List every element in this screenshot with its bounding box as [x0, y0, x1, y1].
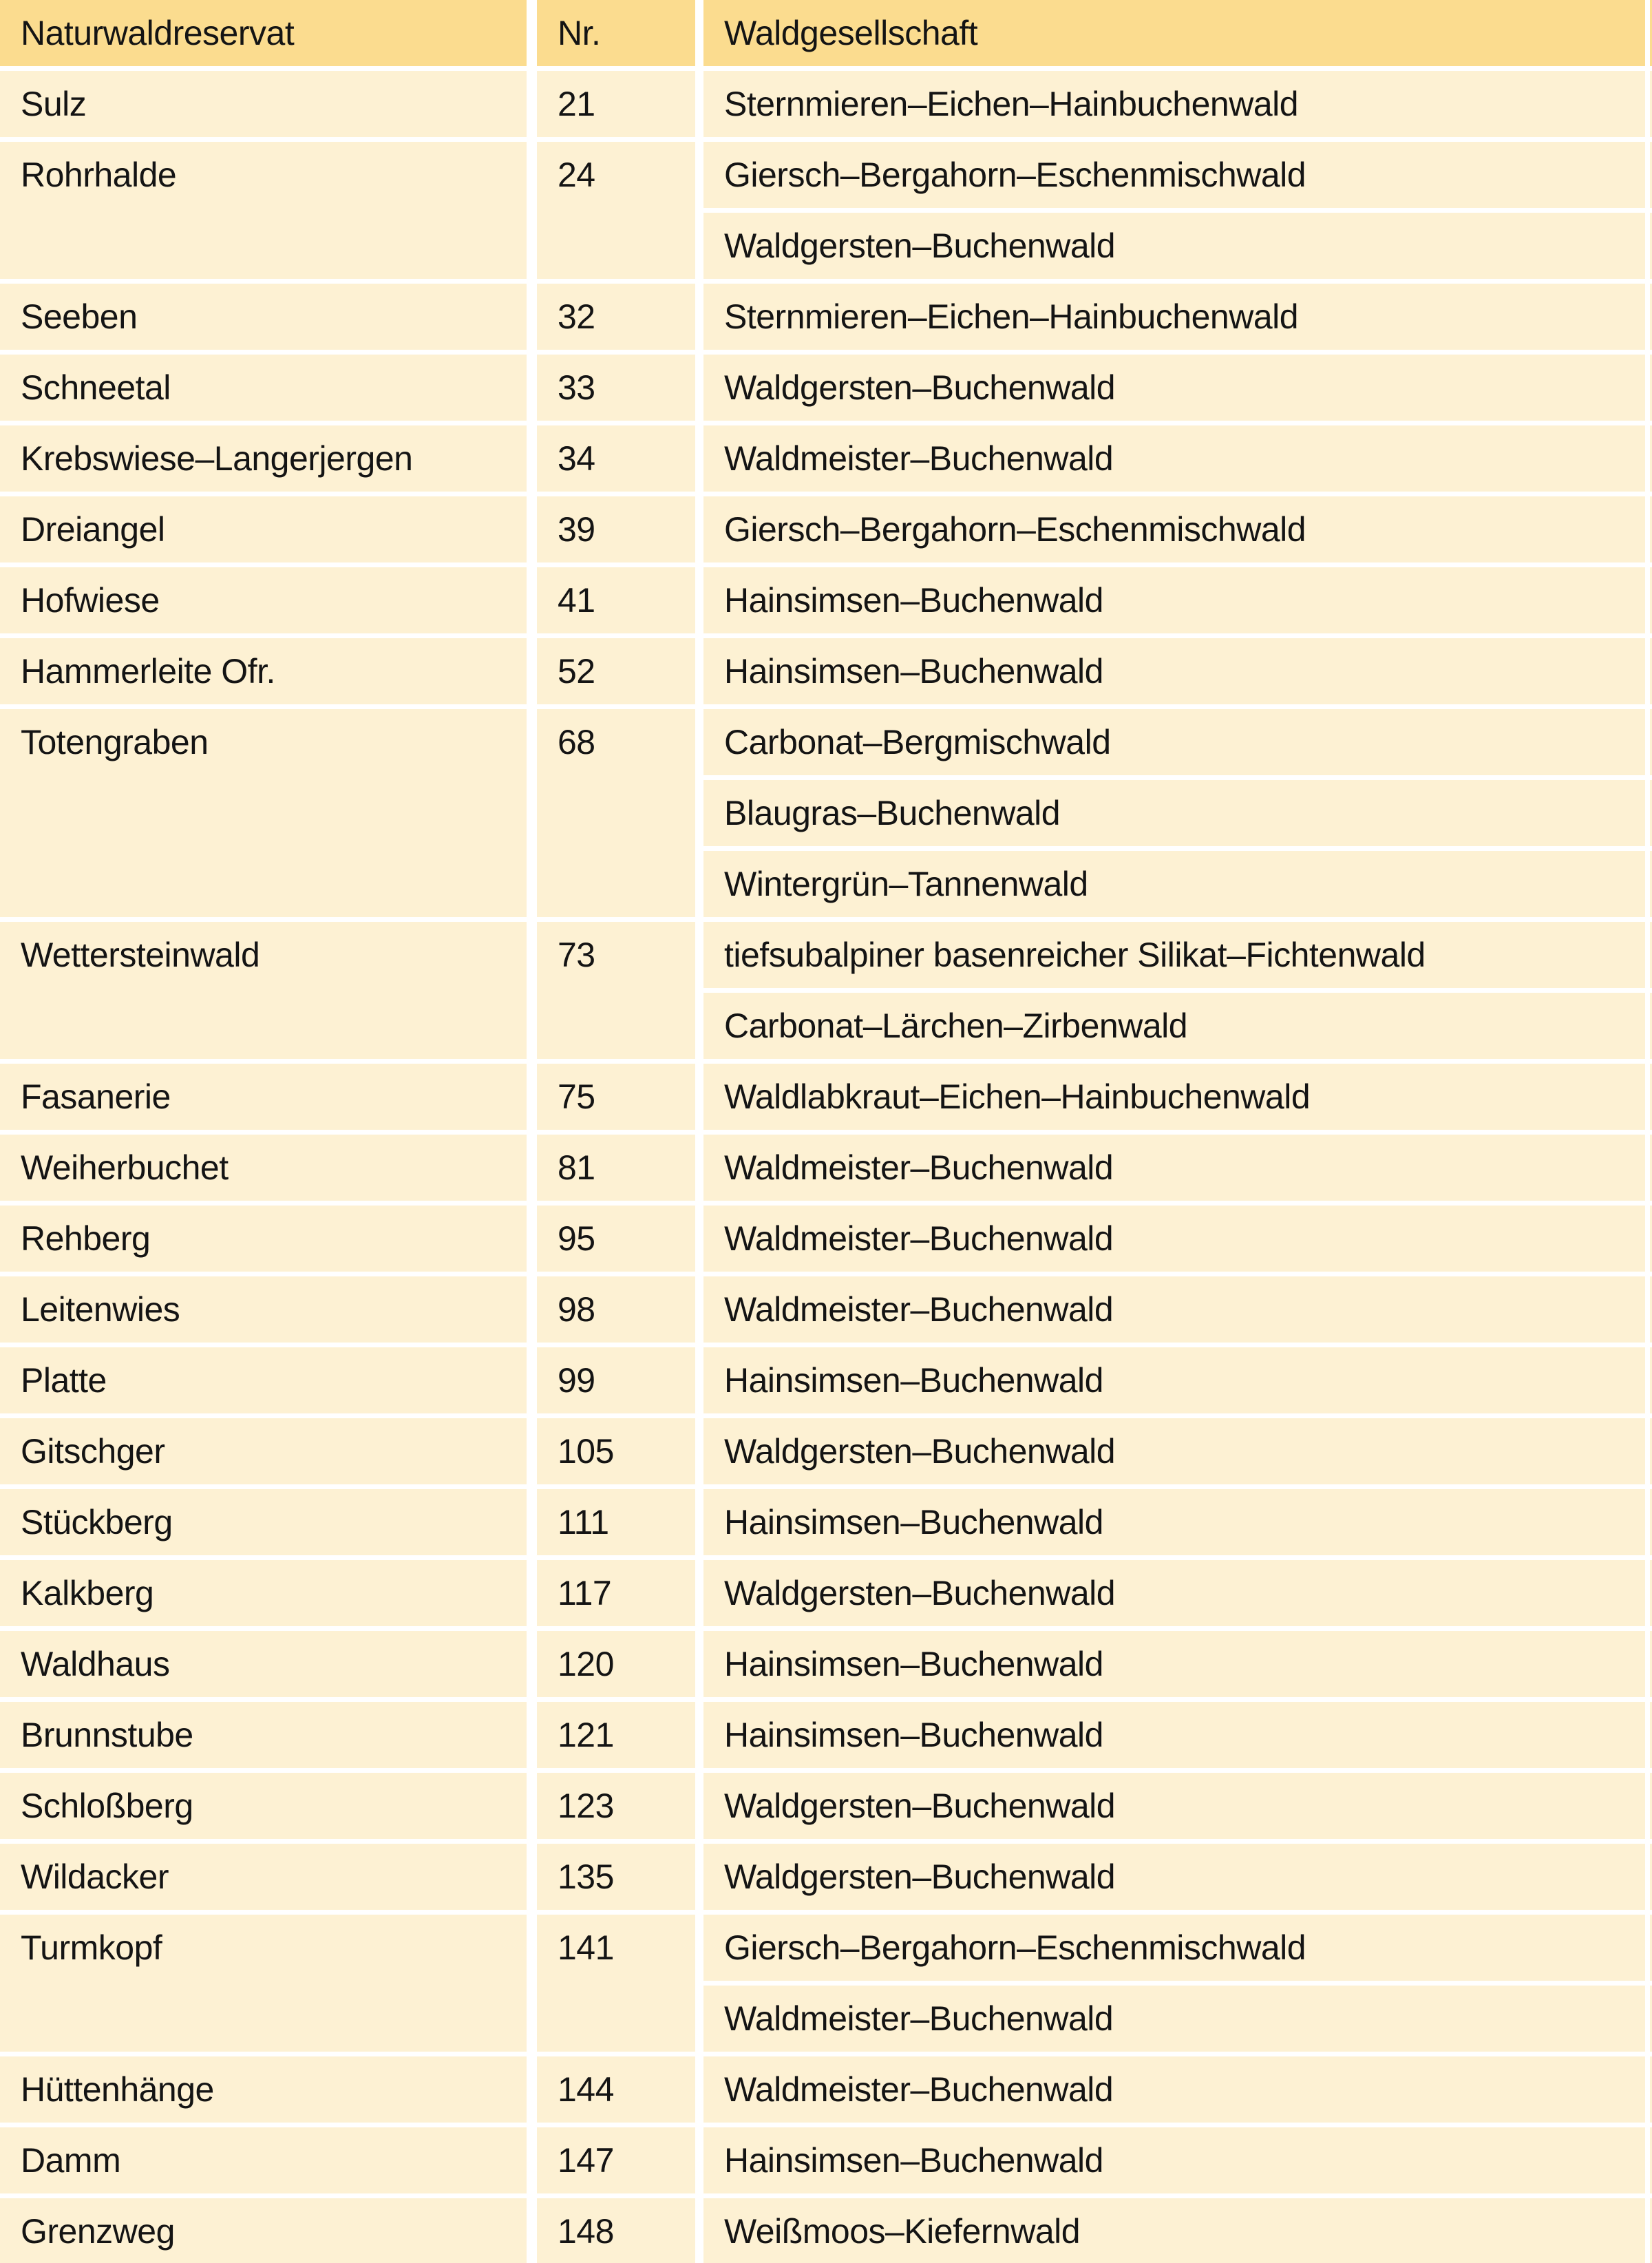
table-header-row: [0, 0, 1652, 66]
waldgesellschaft-stack: [703, 1773, 1645, 1839]
waldgesellschaft-stack: [703, 1206, 1645, 1272]
waldgesellschaft-stack: [703, 2056, 1645, 2123]
waldgesellschaft-stack: [703, 638, 1645, 704]
table-row: [0, 355, 1652, 421]
waldgesellschaft-stack: [703, 71, 1645, 137]
waldgesellschaft-stack: [703, 1064, 1645, 1130]
waldgesellschaft-cell: Giersch–Bergahorn–Eschenmischwald: [703, 496, 1645, 562]
table-row: [0, 922, 1652, 1059]
waldgesellschaft-cell: Carbonat–Lärchen–Zirbenwald: [703, 993, 1645, 1059]
table-row: [0, 1489, 1652, 1555]
reservat-nr-cell: 99: [537, 1347, 695, 1413]
waldgesellschaft-cell: Waldmeister–Buchenwald: [703, 1135, 1645, 1201]
table-row: [0, 2127, 1652, 2193]
waldgesellschaft-stack: [703, 1702, 1645, 1768]
waldgesellschaft-cell: Carbonat–Bergmischwald: [703, 709, 1645, 775]
waldgesellschaft-cell: Waldgersten–Buchenwald: [703, 1844, 1645, 1910]
table-row: [0, 1915, 1652, 2052]
table-row: [0, 1631, 1652, 1697]
waldgesellschaft-cell: Waldgersten–Buchenwald: [703, 1418, 1645, 1484]
waldgesellschaft-cell: Hainsimsen–Buchenwald: [703, 1631, 1645, 1697]
waldgesellschaft-cell: Giersch–Bergahorn–Eschenmischwald: [703, 1915, 1645, 1981]
reservat-name-cell: Fasanerie: [0, 1064, 527, 1130]
waldgesellschaft-cell: Waldlabkraut–Eichen–Hainbuchenwald: [703, 1064, 1645, 1130]
reservat-name-cell: Wettersteinwald: [0, 922, 527, 1059]
waldgesellschaft-cell: Giersch–Bergahorn–Eschenmischwald: [703, 142, 1645, 208]
reservat-name-cell: Seeben: [0, 284, 527, 350]
reservat-nr-cell: 98: [537, 1276, 695, 1343]
reservat-nr-cell: 39: [537, 496, 695, 562]
reservat-nr-cell: 144: [537, 2056, 695, 2123]
table-row: [0, 71, 1652, 137]
waldgesellschaft-cell: tiefsubalpiner basenreicher Silikat–Fichtenwald: [703, 922, 1645, 988]
table-row: [0, 1418, 1652, 1484]
waldgesellschaft-stack: [703, 425, 1645, 492]
waldgesellschaft-cell: Waldmeister–Buchenwald: [703, 2056, 1645, 2123]
reservat-name-cell: Rohrhalde: [0, 142, 527, 279]
waldgesellschaft-cell: Waldmeister–Buchenwald: [703, 425, 1645, 492]
reservat-nr-cell: 121: [537, 1702, 695, 1768]
reservat-nr-cell: 120: [537, 1631, 695, 1697]
table-row: [0, 2198, 1652, 2263]
reservat-name-cell: Hofwiese: [0, 567, 527, 633]
waldgesellschaft-cell: Sternmieren–Eichen–Hainbuchenwald: [703, 284, 1645, 350]
column-header-nr: Nr.: [537, 0, 695, 66]
reservat-nr-cell: 68: [537, 709, 695, 917]
reservat-name-cell: Leitenwies: [0, 1276, 527, 1343]
reservat-name-cell: Hüttenhänge: [0, 2056, 527, 2123]
reservat-name-cell: Stückberg: [0, 1489, 527, 1555]
reservat-nr-cell: 73: [537, 922, 695, 1059]
table-row: [0, 1135, 1652, 1201]
reservat-nr-cell: 105: [537, 1418, 695, 1484]
waldgesellschaft-cell: Hainsimsen–Buchenwald: [703, 1702, 1645, 1768]
reservat-nr-cell: 135: [537, 1844, 695, 1910]
waldgesellschaft-stack: [703, 142, 1645, 279]
waldgesellschaft-stack: [703, 1276, 1645, 1343]
waldgesellschaft-cell: Hainsimsen–Buchenwald: [703, 1489, 1645, 1555]
waldgesellschaft-cell: Waldmeister–Buchenwald: [703, 1986, 1645, 2052]
reservat-name-cell: Rehberg: [0, 1206, 527, 1272]
waldgesellschaft-stack: [703, 1135, 1645, 1201]
table-row: [0, 425, 1652, 492]
reservat-name-cell: Schneetal: [0, 355, 527, 421]
reservat-nr-cell: 117: [537, 1560, 695, 1626]
reservat-name-cell: Weiherbuchet: [0, 1135, 527, 1201]
reservat-name-cell: Krebswiese–Langerjergen: [0, 425, 527, 492]
waldgesellschaft-cell: Hainsimsen–Buchenwald: [703, 2127, 1645, 2193]
waldgesellschaft-cell: Hainsimsen–Buchenwald: [703, 638, 1645, 704]
waldgesellschaft-stack: [703, 1347, 1645, 1413]
reservat-name-cell: Hammerleite Ofr.: [0, 638, 527, 704]
waldgesellschaft-stack: [703, 2198, 1645, 2263]
table-row: [0, 1276, 1652, 1343]
reservat-nr-cell: 147: [537, 2127, 695, 2193]
table-row: [0, 709, 1652, 917]
waldgesellschaft-stack: [703, 1560, 1645, 1626]
waldgesellschaft-stack: [703, 496, 1645, 562]
reservat-name-cell: Gitschger: [0, 1418, 527, 1484]
table-row: [0, 1844, 1652, 1910]
waldgesellschaft-cell: Wintergrün–Tannenwald: [703, 851, 1645, 917]
table-row: [0, 2056, 1652, 2123]
table-row: [0, 1702, 1652, 1768]
table-row: [0, 1206, 1652, 1272]
reservat-nr-cell: 32: [537, 284, 695, 350]
waldgesellschaft-cell: Waldgersten–Buchenwald: [703, 1560, 1645, 1626]
waldgesellschaft-cell: Waldmeister–Buchenwald: [703, 1276, 1645, 1343]
waldgesellschaft-stack: [703, 922, 1645, 1059]
waldgesellschaft-stack: [703, 355, 1645, 421]
column-header-naturwaldreservat: Naturwaldreservat: [0, 0, 527, 66]
table-row: [0, 142, 1652, 279]
reservat-nr-cell: 24: [537, 142, 695, 279]
reservat-nr-cell: 75: [537, 1064, 695, 1130]
table-row: [0, 1064, 1652, 1130]
reservat-name-cell: Grenzweg: [0, 2198, 527, 2263]
table-row: [0, 567, 1652, 633]
reservat-name-cell: Totengraben: [0, 709, 527, 917]
reservat-nr-cell: 81: [537, 1135, 695, 1201]
reservat-nr-cell: 52: [537, 638, 695, 704]
reservat-name-cell: Waldhaus: [0, 1631, 527, 1697]
table-row: [0, 1347, 1652, 1413]
table-row: [0, 1560, 1652, 1626]
reservat-name-cell: Wildacker: [0, 1844, 527, 1910]
waldgesellschaft-stack: [703, 709, 1645, 917]
reservat-nr-cell: 123: [537, 1773, 695, 1839]
table-row: [0, 1773, 1652, 1839]
waldgesellschaft-stack: [703, 1489, 1645, 1555]
waldgesellschaft-stack: [703, 1844, 1645, 1910]
waldgesellschaft-stack: [703, 1418, 1645, 1484]
table-row: [0, 496, 1652, 562]
reservat-nr-cell: 95: [537, 1206, 695, 1272]
reservat-name-cell: Platte: [0, 1347, 527, 1413]
waldgesellschaft-cell: Waldmeister–Buchenwald: [703, 1206, 1645, 1272]
waldgesellschaft-cell: Hainsimsen–Buchenwald: [703, 567, 1645, 633]
reservat-nr-cell: 141: [537, 1915, 695, 2052]
reservat-nr-cell: 148: [537, 2198, 695, 2263]
reservat-nr-cell: 21: [537, 71, 695, 137]
reservat-name-cell: Damm: [0, 2127, 527, 2193]
waldgesellschaft-cell: Sternmieren–Eichen–Hainbuchenwald: [703, 71, 1645, 137]
waldgesellschaft-cell: Waldgersten–Buchenwald: [703, 213, 1645, 279]
reservat-name-cell: Sulz: [0, 71, 527, 137]
waldgesellschaft-stack: [703, 1915, 1645, 2052]
waldgesellschaft-cell: Weißmoos–Kiefernwald: [703, 2198, 1645, 2263]
reservat-name-cell: Schloßberg: [0, 1773, 527, 1839]
waldgesellschaft-cell: Blaugras–Buchenwald: [703, 780, 1645, 846]
reservat-nr-cell: 34: [537, 425, 695, 492]
reservat-name-cell: Turmkopf: [0, 1915, 527, 2052]
reservat-nr-cell: 41: [537, 567, 695, 633]
column-header-waldgesellschaft: Waldgesellschaft: [703, 0, 1645, 66]
reservat-name-cell: Brunnstube: [0, 1702, 527, 1768]
table-row: [0, 638, 1652, 704]
waldgesellschaft-stack: [703, 284, 1645, 350]
waldgesellschaft-stack: [703, 567, 1645, 633]
waldgesellschaft-cell: Hainsimsen–Buchenwald: [703, 1347, 1645, 1413]
reservat-nr-cell: 33: [537, 355, 695, 421]
waldgesellschaft-stack: [703, 1631, 1645, 1697]
waldgesellschaft-stack: [703, 2127, 1645, 2193]
reservat-nr-cell: 111: [537, 1489, 695, 1555]
waldgesellschaft-cell: Waldgersten–Buchenwald: [703, 355, 1645, 421]
reservat-name-cell: Kalkberg: [0, 1560, 527, 1626]
waldgesellschaft-cell: Waldgersten–Buchenwald: [703, 1773, 1645, 1839]
reservat-name-cell: Dreiangel: [0, 496, 527, 562]
table-row: [0, 284, 1652, 350]
